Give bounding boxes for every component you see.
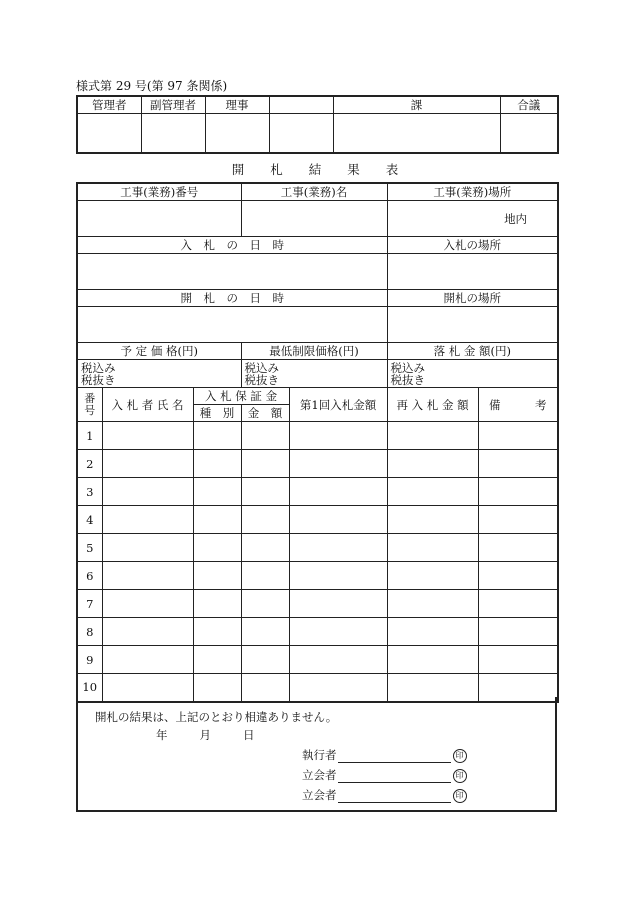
row-number: 6: [77, 562, 102, 590]
bid-result-table: [76, 182, 559, 703]
remarks-cell[interactable]: [478, 534, 558, 562]
planned-price-header: 予 定 価 格(円): [77, 343, 241, 360]
first-bid-cell[interactable]: [289, 562, 387, 590]
guarantee-amount-cell[interactable]: [241, 562, 289, 590]
remarks-cell[interactable]: [478, 478, 558, 506]
bidder-name-cell[interactable]: [102, 478, 193, 506]
rebid-cell[interactable]: [387, 534, 478, 562]
open-datetime-field[interactable]: [77, 307, 387, 343]
rebid-amount-header: 再 入 札 金 額: [387, 388, 478, 422]
guarantee-type-cell[interactable]: [193, 618, 241, 646]
guarantee-type-cell[interactable]: [193, 562, 241, 590]
first-bid-cell[interactable]: [289, 506, 387, 534]
first-bid-cell[interactable]: [289, 646, 387, 674]
remarks-cell[interactable]: [478, 506, 558, 534]
project-number-header: 工事(業務)番号: [77, 183, 241, 201]
approval-header-manager: 管理者: [77, 96, 141, 114]
guarantee-amount-cell[interactable]: [241, 450, 289, 478]
tax-included-label: 税込み: [390, 360, 426, 375]
witness1-signature-line[interactable]: [338, 770, 451, 783]
witness2-signature[interactable]: [302, 787, 467, 803]
approval-header-deputy-manager: 副管理者: [141, 96, 205, 114]
rebid-cell[interactable]: [387, 618, 478, 646]
first-bid-cell[interactable]: [289, 590, 387, 618]
bidder-name-cell[interactable]: [102, 534, 193, 562]
guarantee-amount-cell[interactable]: [241, 506, 289, 534]
tax-included-label: 税込み: [81, 360, 116, 375]
first-bid-cell[interactable]: [289, 450, 387, 478]
document-title: 開 札 結 果 表: [231, 162, 399, 177]
row-number: 5: [77, 534, 102, 562]
approval-header-consultation: 合議: [500, 96, 558, 114]
executor-label: 執行者: [302, 748, 337, 762]
day-label: 日: [243, 728, 255, 742]
rebid-cell[interactable]: [387, 590, 478, 618]
project-name-field[interactable]: [241, 201, 387, 237]
number-header: 番号: [77, 388, 102, 422]
approval-stamp-table: [76, 95, 559, 154]
rebid-cell[interactable]: [387, 478, 478, 506]
approval-header-blank: [269, 96, 333, 114]
approval-header-director: 理事: [205, 96, 269, 114]
executor-signature-line[interactable]: [338, 750, 451, 763]
approval-box-consultation[interactable]: [500, 114, 558, 154]
planned-price-field[interactable]: [77, 360, 241, 388]
approval-box-director[interactable]: [205, 114, 269, 154]
table-row: [77, 450, 558, 478]
rebid-cell[interactable]: [387, 450, 478, 478]
guarantee-type-cell[interactable]: [193, 590, 241, 618]
seal-icon: 印: [453, 789, 467, 803]
witness1-signature[interactable]: [302, 767, 467, 783]
guarantee-amount-cell[interactable]: [241, 618, 289, 646]
date-line[interactable]: [156, 727, 287, 743]
guarantee-type-cell[interactable]: [193, 450, 241, 478]
remarks-cell[interactable]: [478, 646, 558, 674]
guarantee-type-cell[interactable]: [193, 646, 241, 674]
tax-included-label: 税込み: [244, 360, 280, 375]
bidder-name-cell[interactable]: [102, 506, 193, 534]
executor-signature[interactable]: [302, 747, 467, 763]
bid-datetime-field[interactable]: [77, 254, 387, 290]
project-name-header: 工事(業務)名: [241, 183, 387, 201]
certification-footer: [76, 697, 557, 812]
guarantee-type-cell[interactable]: [193, 478, 241, 506]
approval-box-manager[interactable]: [77, 114, 141, 154]
table-row: [77, 590, 558, 618]
approval-header-section: 課: [333, 96, 500, 114]
witness1-label: 立会者: [302, 768, 337, 782]
winning-amount-header: 落 札 金 額(円): [387, 343, 558, 360]
remarks-cell[interactable]: [478, 422, 558, 450]
rebid-cell[interactable]: [387, 646, 478, 674]
guarantee-type-cell[interactable]: [193, 422, 241, 450]
first-bid-amount-header: 第1回入札金額: [289, 388, 387, 422]
rebid-cell[interactable]: [387, 422, 478, 450]
rebid-cell[interactable]: [387, 506, 478, 534]
bidder-name-cell[interactable]: [102, 562, 193, 590]
month-label: 月: [199, 728, 211, 742]
project-number-field[interactable]: [77, 201, 241, 237]
seal-icon: 印: [453, 769, 467, 783]
bid-datetime-header: 入 札 の 日 時: [77, 237, 387, 254]
approval-box-blank[interactable]: [269, 114, 333, 154]
bidder-name-cell[interactable]: [102, 646, 193, 674]
winning-amount-field[interactable]: [387, 360, 558, 388]
bid-place-field[interactable]: [387, 254, 558, 290]
certification-statement: 開札の結果は、上記のとおり相違ありません。: [95, 710, 338, 724]
guarantee-type-header: 種 別: [193, 405, 241, 422]
first-bid-cell[interactable]: [289, 478, 387, 506]
approval-box-section[interactable]: [333, 114, 500, 154]
bidder-name-cell[interactable]: [102, 450, 193, 478]
row-number: 3: [77, 478, 102, 506]
guarantee-amount-cell[interactable]: [241, 534, 289, 562]
seal-icon: 印: [453, 749, 467, 763]
table-row: [77, 534, 558, 562]
rebid-cell[interactable]: [387, 562, 478, 590]
table-row: [77, 618, 558, 646]
open-place-header: 開札の場所: [387, 290, 558, 307]
remarks-cell[interactable]: [478, 590, 558, 618]
table-row: [77, 562, 558, 590]
row-number: 8: [77, 618, 102, 646]
guarantee-amount-cell[interactable]: [241, 590, 289, 618]
guarantee-type-cell[interactable]: [193, 534, 241, 562]
table-row: [77, 506, 558, 534]
witness2-label: 立会者: [302, 788, 337, 802]
table-row: [77, 422, 558, 450]
year-label: 年: [156, 728, 168, 742]
bid-place-header: 入札の場所: [387, 237, 558, 254]
bidder-name-cell[interactable]: [102, 590, 193, 618]
table-row: [77, 646, 558, 674]
row-number: 1: [77, 422, 102, 450]
row-number: 7: [77, 590, 102, 618]
approval-box-deputy-manager[interactable]: [141, 114, 205, 154]
open-place-field[interactable]: [387, 307, 558, 343]
project-location-field[interactable]: [387, 201, 558, 237]
open-datetime-header: 開 札 の 日 時: [77, 290, 387, 307]
minimum-price-field[interactable]: [241, 360, 387, 388]
location-suffix: 地内: [504, 211, 528, 226]
row-number: 2: [77, 450, 102, 478]
minimum-price-header: 最低制限価格(円): [241, 343, 387, 360]
tax-excluded-label: 税抜き: [390, 372, 426, 387]
first-bid-cell[interactable]: [289, 422, 387, 450]
guarantee-amount-cell[interactable]: [241, 646, 289, 674]
first-bid-cell[interactable]: [289, 534, 387, 562]
witness2-signature-line[interactable]: [338, 790, 451, 803]
guarantee-amount-cell[interactable]: [241, 422, 289, 450]
tax-excluded-label: 税抜き: [244, 372, 280, 387]
tax-excluded-label: 税抜き: [81, 372, 116, 387]
bid-guarantee-header: 入 札 保 証 金: [193, 388, 289, 405]
table-row: [77, 478, 558, 506]
row-number: 9: [77, 646, 102, 674]
bidder-name-cell[interactable]: [102, 422, 193, 450]
form-number: 様式第 29 号(第 97 条関係): [76, 79, 228, 93]
guarantee-amount-cell[interactable]: [241, 478, 289, 506]
remarks-cell[interactable]: [478, 450, 558, 478]
project-location-header: 工事(業務)場所: [387, 183, 558, 201]
guarantee-type-cell[interactable]: [193, 506, 241, 534]
remarks-header: 備 考: [478, 388, 558, 422]
guarantee-amount-header: 金 額: [241, 405, 289, 422]
bidder-name-header: 入 札 者 氏 名: [102, 388, 193, 422]
remarks-cell[interactable]: [478, 618, 558, 646]
row-number: 10: [77, 674, 102, 702]
first-bid-cell[interactable]: [289, 618, 387, 646]
row-number: 4: [77, 506, 102, 534]
bidder-name-cell[interactable]: [102, 618, 193, 646]
remarks-cell[interactable]: [478, 562, 558, 590]
